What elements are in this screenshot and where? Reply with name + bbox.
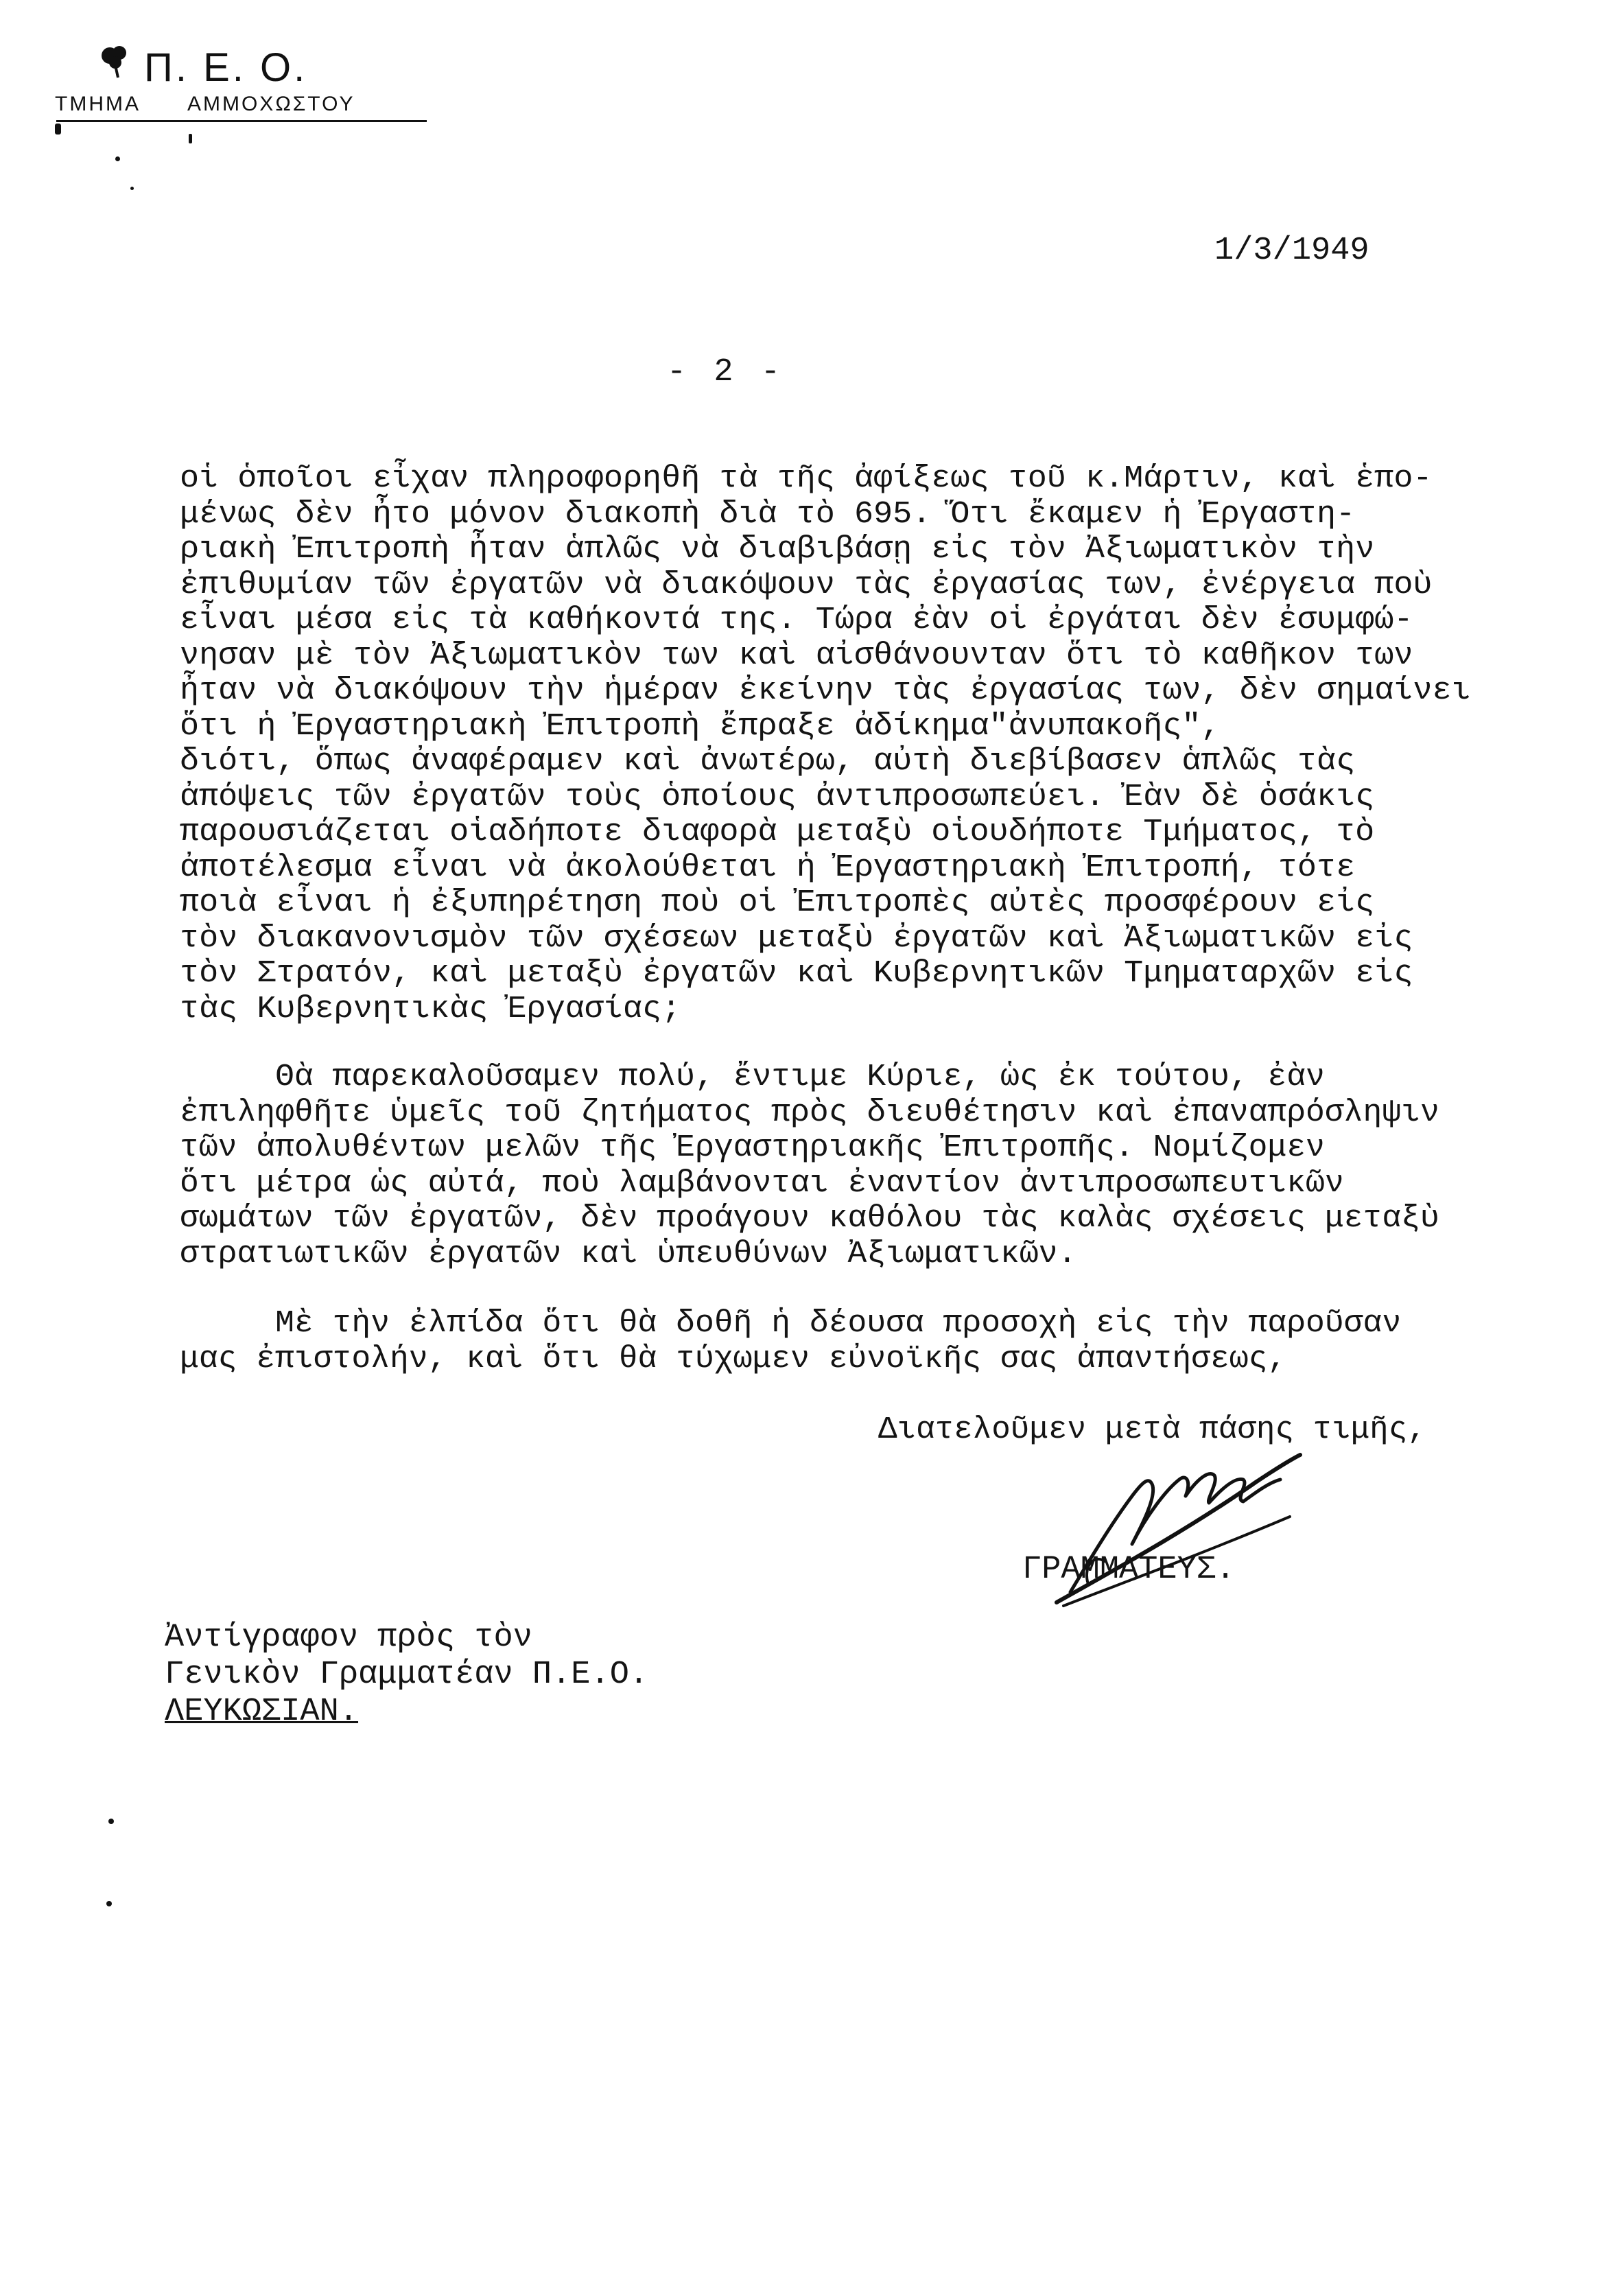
department-name — [55, 93, 355, 116]
ink-speck — [55, 124, 61, 135]
signatory-title: ΓΡΑΜΜΑΤΕΥΣ. — [1022, 1552, 1236, 1588]
text-line: μας ἐπιστολήν, καὶ ὅτι θὰ τύχωμεν εὐνοϊκῆς σας ἀπαντήσεως, — [180, 1341, 1287, 1377]
ink-speck — [115, 156, 120, 161]
flower-icon — [95, 38, 136, 79]
text-line: τὸν διακανονισμὸν τῶν σχέσεων μεταξὺ ἐργατῶν καὶ Ἀξιωματικῶν εἰς — [180, 920, 1413, 956]
ink-speck — [108, 1819, 114, 1824]
copy-to-recipient: Γενικὸν Γραμματέαν Π.Ε.Ο. — [165, 1657, 649, 1693]
organization-name: Π. Ε. Ο. — [144, 45, 308, 90]
copy-to-block — [165, 1620, 648, 1731]
text-line: παρουσιάζεται οἱαδήποτε διαφορὰ μεταξὺ οἱουδήποτε Τμήματος, τὸ — [180, 815, 1375, 850]
copy-to-line: Ἀντίγραφον πρὸς τὸν — [165, 1620, 532, 1656]
text-line: σωμάτων τῶν ἐργατῶν, δὲν προάγουν καθόλου τὰς καλὰς σχέσεις μεταξὺ — [180, 1201, 1439, 1236]
text-line: μένως δὲν ἦτο μόνον διακοπὴ διὰ τὸ 695. Ὅτι ἔκαμεν ἡ Ἐργαστη- — [180, 496, 1356, 532]
text-line: ὅτι μέτρα ὡς αὐτά, ποὺ λαμβάνονται ἐναντίον ἀντιπροσωπευτικῶν — [180, 1165, 1344, 1201]
closing-salutation: Διατελοῦμεν μετὰ πάσης τιμῆς, — [878, 1412, 1426, 1447]
department-location: ΑΜΜΟΧΩΣΤΟΥ — [187, 93, 355, 115]
text-line: ἐπιληφθῆτε ὑμεῖς τοῦ ζητήματος πρὸς διευθέτησιν καὶ ἐπαναπρόσληψιν — [180, 1095, 1439, 1130]
department-label: ΤΜΗΜΑ — [55, 93, 141, 115]
page-number: - 2 - — [667, 354, 785, 390]
ink-speck — [130, 187, 134, 190]
text-line: στρατιωτικῶν ἐργατῶν καὶ ὑπευθύνων Ἀξιωματικῶν. — [180, 1236, 1077, 1272]
body-paragraph-3 — [180, 1306, 1401, 1377]
text-line: ἀπόψεις τῶν ἐργατῶν τοὺς ὁποίους ἀντιπροσωπεύει. Ἐὰν δὲ ὁσάκις — [180, 779, 1375, 815]
text-line: ριακὴ Ἐπιτροπὴ ἦταν ἁπλῶς νὰ διαβιβάσῃ εἰς τὸν Ἀξιωματικὸν τὴν — [180, 532, 1375, 567]
text-line: τὰς Κυβερνητικὰς Ἐργασίας; — [180, 991, 681, 1027]
body-paragraph-1 — [180, 461, 1471, 1027]
ink-speck — [106, 1901, 112, 1906]
text-line: ποιὰ εἶναι ἡ ἐξυπηρέτηση ποὺ οἱ Ἐπιτροπὲς αὐτὲς προσφέρουν εἰς — [180, 885, 1375, 920]
text-line: ὅτι ἡ Ἐργαστηριακὴ Ἐπιτροπὴ ἔπραξε ἀδίκημα"ἀνυπακοῆς", — [180, 708, 1221, 744]
text-line: τῶν ἀπολυθέντων μελῶν τῆς Ἐργαστηριακῆς Ἐπιτροπῆς. Νομίζομεν — [180, 1130, 1325, 1165]
handwritten-signature-icon — [1029, 1434, 1317, 1620]
text-line: Μὲ τὴν ἐλπίδα ὅτι θὰ δοθῆ ἡ δέουσα προσοχὴ εἰς τὴν παροῦσαν — [180, 1306, 1402, 1341]
text-line: ἦταν νὰ διακόψουν τὴν ἡμέραν ἐκείνην τὰς ἐργασίας των, δὲν σημαίνει — [180, 673, 1471, 708]
text-line: ἀποτέλεσμα εἶναι νὰ ἀκολούθεται ἡ Ἐργαστηριακὴ Ἐπιτροπή, τότε — [180, 850, 1356, 885]
text-line: διότι, ὅπως ἀναφέραμεν καὶ ἀνωτέρω, αὐτὴ διεβίβασεν ἁπλῶς τὰς — [180, 744, 1356, 779]
ink-speck — [189, 134, 192, 143]
copy-to-city: ΛΕΥΚΩΣΙΑΝ. — [165, 1694, 359, 1730]
text-line: οἱ ὁποῖοι εἶχαν πληροφορηθῆ τὰ τῆς ἀφίξεως τοῦ κ.Μάρτιν, καὶ ἑπο- — [180, 461, 1433, 496]
text-line: Θὰ παρεκαλοῦσαμεν πολύ, ἔντιμε Κύριε, ὡς ἐκ τούτου, ἐὰν — [180, 1060, 1325, 1095]
letter-date: 1/3/1949 — [1214, 233, 1369, 269]
text-line: εἶναι μέσα εἰς τὰ καθήκοντά της. Τώρα ἐὰν οἱ ἐργάται δὲν ἐσυμφώ- — [180, 603, 1413, 638]
text-line: τὸν Στρατόν, καὶ μεταξὺ ἐργατῶν καὶ Κυβερνητικῶν Τμηματαρχῶν εἰς — [180, 956, 1413, 991]
text-line: ἐπιθυμίαν τῶν ἐργατῶν νὰ διακόψουν τὰς ἐργασίας των, ἐνέργεια ποὺ — [180, 567, 1433, 603]
letterhead-rule — [56, 120, 427, 122]
body-paragraph-2 — [180, 1060, 1439, 1272]
text-line: νησαν μὲ τὸν Ἀξιωματικὸν των καὶ αἰσθάνουνταν ὅτι τὸ καθῆκον των — [180, 638, 1413, 673]
